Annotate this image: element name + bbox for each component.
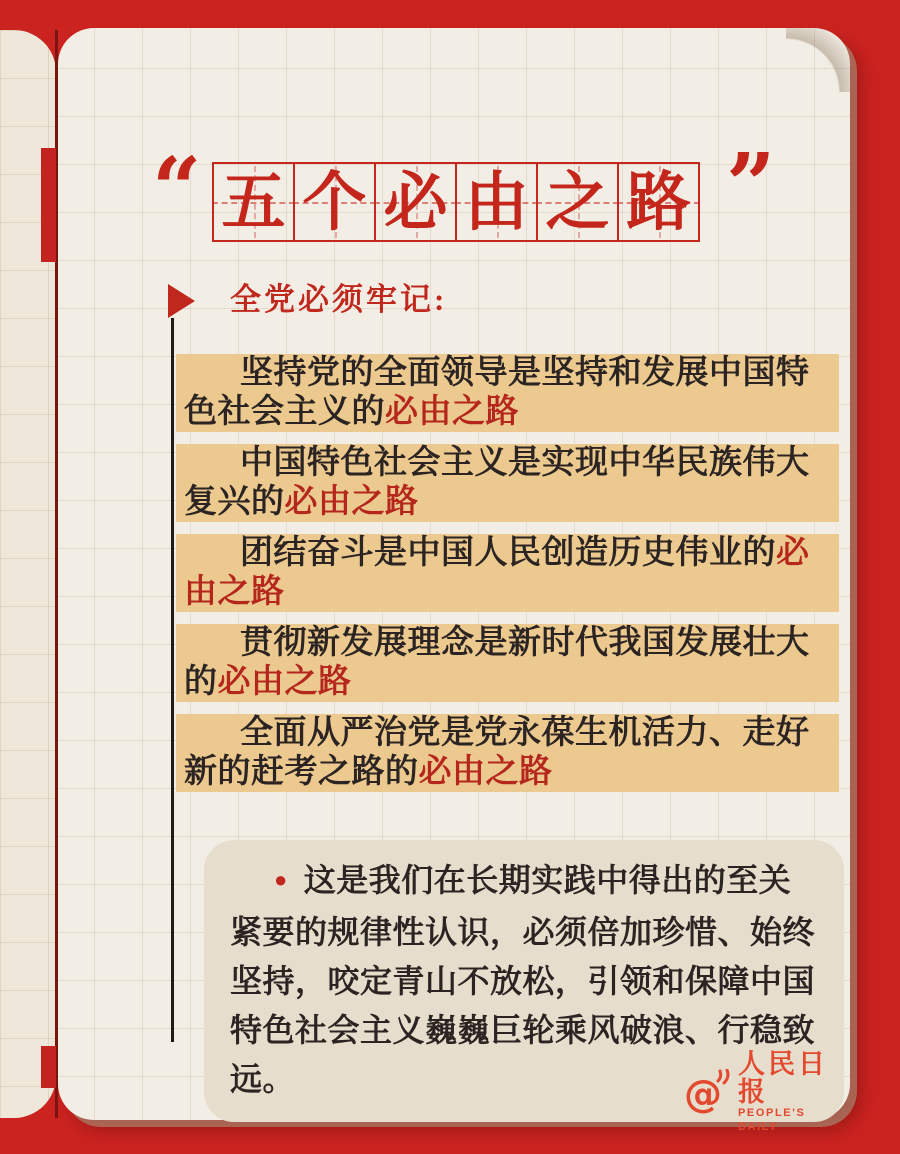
logo-text — [738, 1050, 850, 1134]
bookmark-tab-top — [41, 148, 56, 262]
bookmark-tab-bottom — [41, 1046, 56, 1088]
road-highlight: 必由之路 — [217, 664, 352, 700]
peoples-daily-logo — [684, 1050, 850, 1134]
triangle-bullet-icon — [168, 284, 195, 318]
road-prefix: 团结奋斗是中国人民创造历史伟业的 — [240, 535, 776, 571]
road-item-3 — [176, 534, 839, 612]
at-mention-icon — [684, 1069, 732, 1115]
svg-text:@: @ — [684, 1072, 722, 1115]
headline-character: 路 — [626, 167, 691, 238]
road-prefix: 中国特色社会主义是实现中华民族伟大复兴的 — [184, 445, 810, 520]
road-text — [184, 354, 831, 432]
signal-arcs-icon — [724, 1070, 728, 1083]
road-text — [184, 624, 831, 702]
character-box — [212, 162, 295, 242]
lead-label: 全党必须牢记: — [230, 282, 448, 317]
roads-list — [176, 354, 839, 804]
character-box — [374, 162, 457, 242]
road-item-4 — [176, 624, 839, 702]
road-prefix: 贯彻新发展理念是新时代我国发展壮大的 — [184, 625, 810, 700]
road-highlight: 必由之路 — [385, 394, 519, 430]
character-box — [293, 162, 376, 242]
page-curl-decoration — [786, 28, 850, 92]
dot-bullet-icon: ● — [274, 867, 288, 892]
open-quote-mark: “ — [152, 139, 202, 240]
road-item-1 — [176, 354, 839, 432]
headline-character-grid — [212, 162, 700, 242]
road-highlight: 必由之路 — [284, 484, 419, 520]
logo-chinese-name: 人民日报 — [738, 1049, 828, 1107]
notebook-page — [58, 28, 850, 1133]
headline-character: 个 — [302, 167, 367, 238]
vertical-rule — [171, 318, 174, 1042]
road-text — [184, 714, 831, 792]
summary-body: 这是我们在长期实践中得出的至关紧要的规律性认识，必须倍加珍惜、始终坚持，咬定青山不放松，引领和保障中国特色社会主义巍巍巨轮乘风破浪、行稳致远。 — [230, 862, 816, 1097]
logo-english-name: PEOPLE'S DAILY — [738, 1107, 806, 1133]
road-item-2 — [176, 444, 839, 522]
character-box — [455, 162, 538, 242]
headline-character: 必 — [383, 167, 448, 238]
road-highlight: 必由之路 — [418, 754, 553, 790]
character-box — [536, 162, 619, 242]
headline-character: 之 — [545, 167, 610, 238]
character-box — [617, 162, 700, 242]
road-text — [184, 444, 831, 522]
road-highlight: 必由之路 — [184, 535, 810, 610]
headline-character: 由 — [464, 167, 529, 238]
close-quote-mark: ” — [726, 135, 776, 236]
headline-character: 五 — [221, 167, 286, 238]
road-item-5 — [176, 714, 839, 792]
road-text — [184, 534, 831, 612]
road-prefix: 全面从严治党是党永葆生机活力、走好新的赶考之路的 — [184, 715, 810, 790]
road-prefix: 坚持党的全面领导是坚持和发展中国特色社会主义的 — [184, 355, 810, 430]
